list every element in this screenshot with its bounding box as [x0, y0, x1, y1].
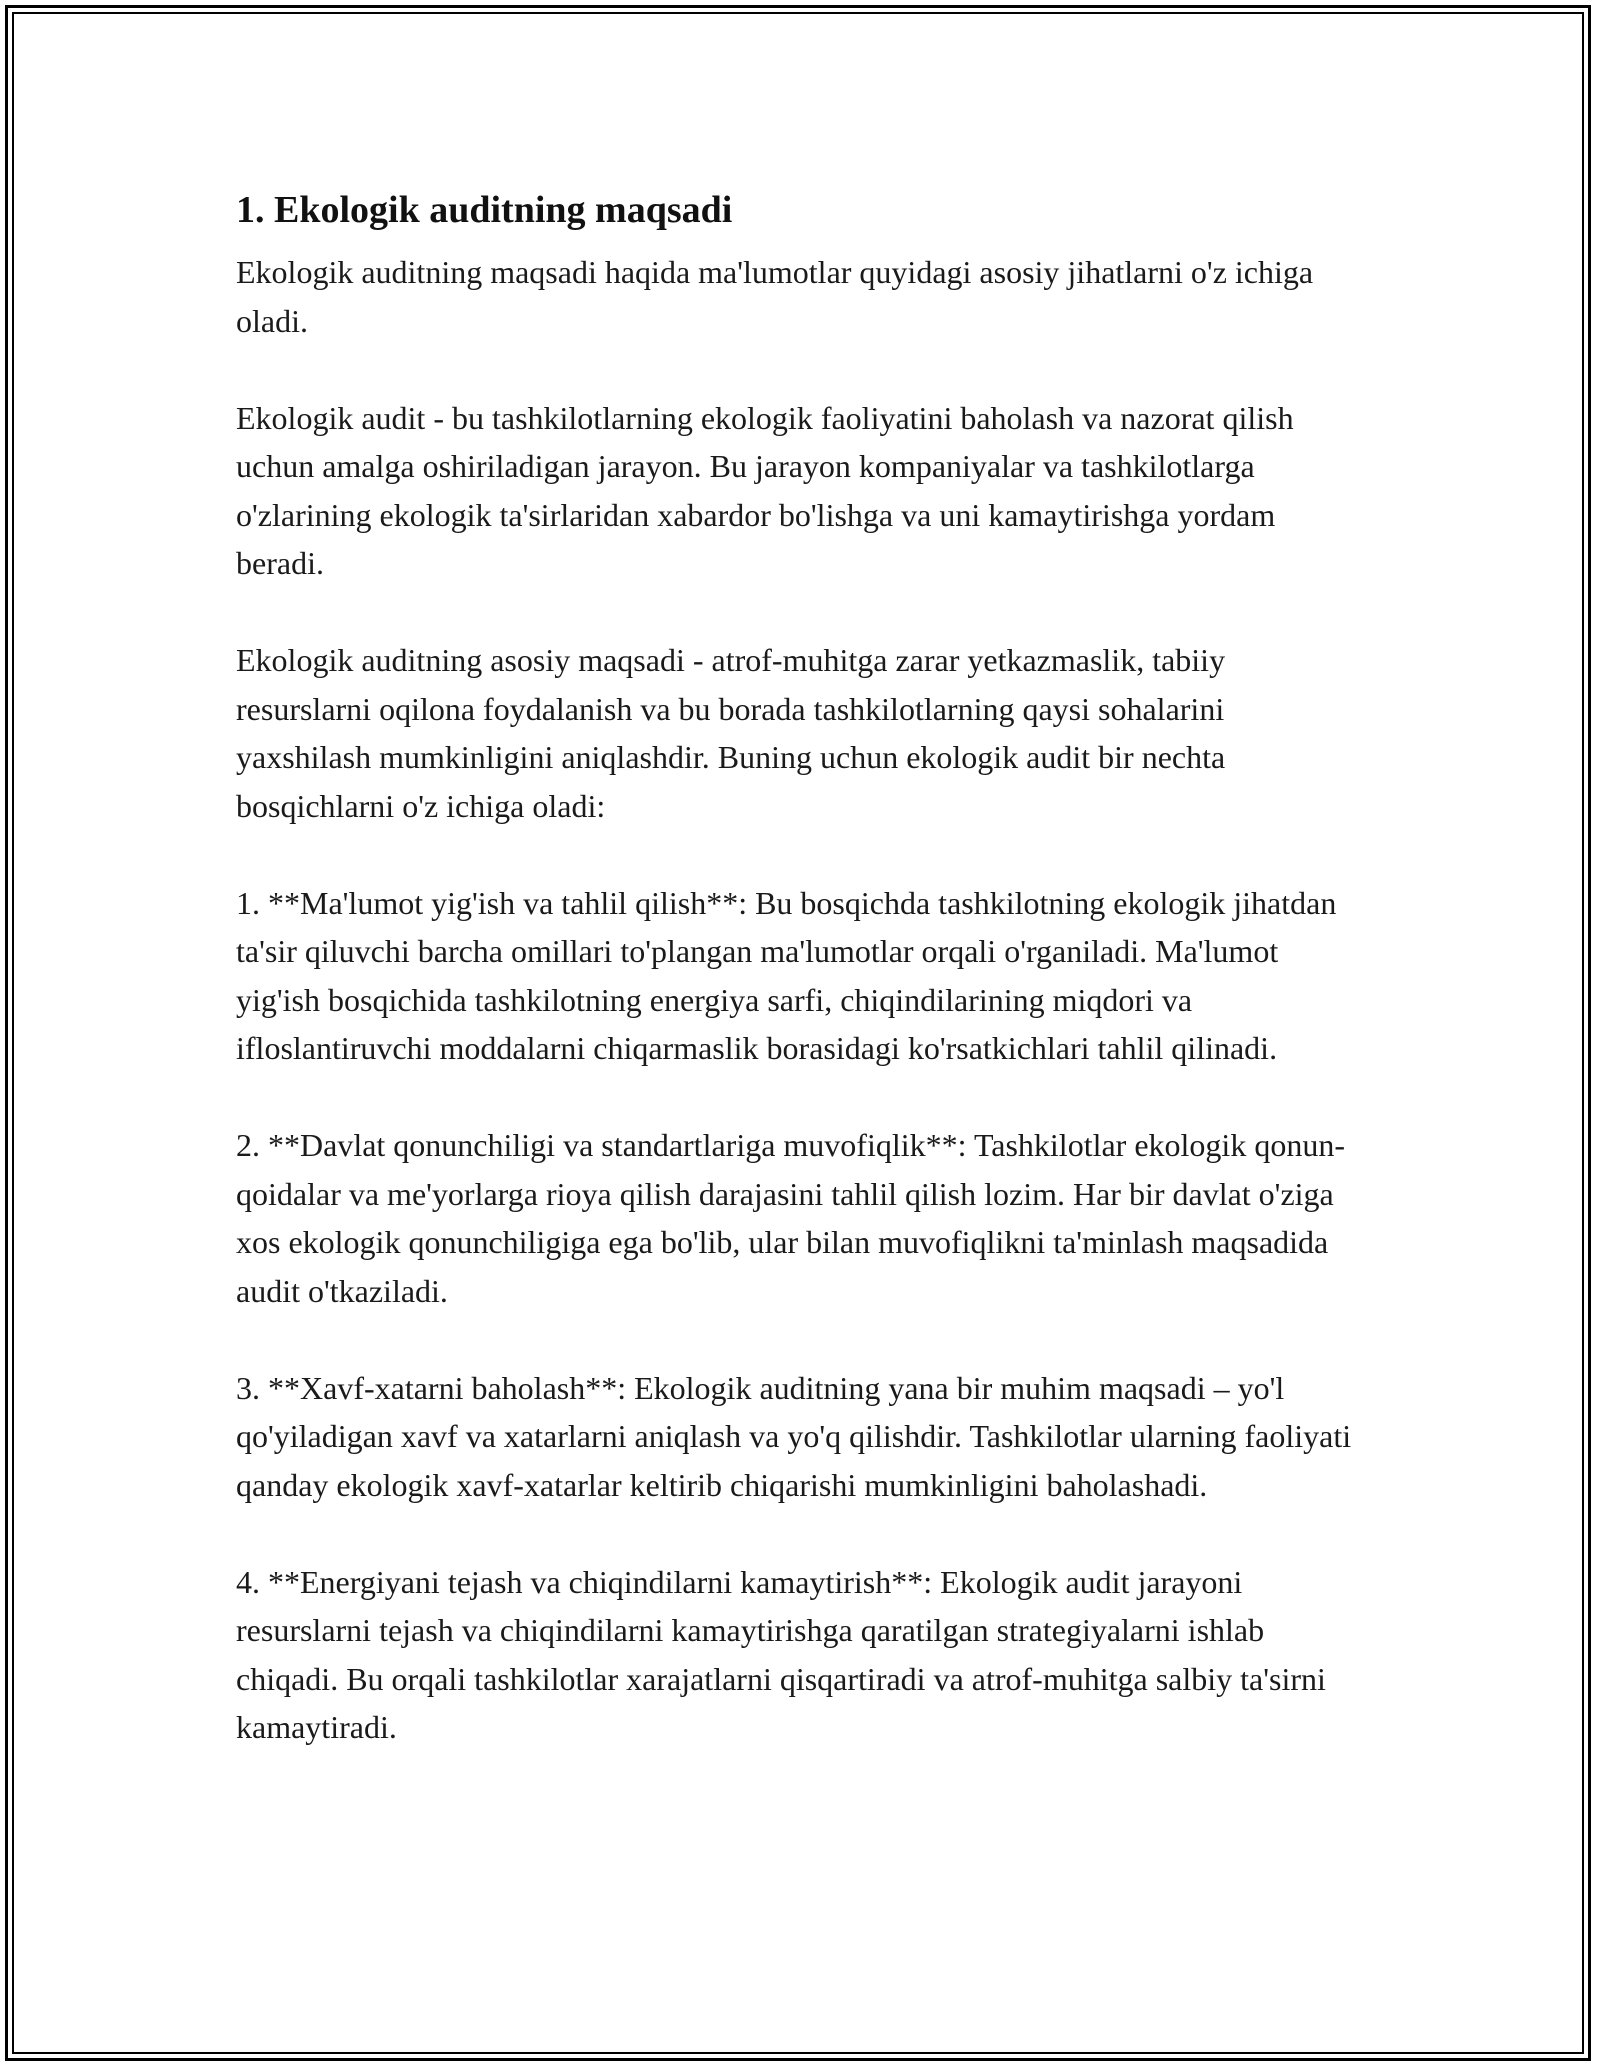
paragraph-step-2: 2. **Davlat qonunchiligi va standartlariga muvofiqlik**: Tashkilotlar ekologik qonun-qoidalar va me'yorlarga rioya qilish darajasini tahlil qilish lozim. Har bir davlat o'ziga xos ekologik qonunchiligiga ega bo'lib, ular bilan muvofiqlikni ta'minlash maqsadida audit o'tkaziladi.	[236, 1127, 1345, 1309]
paragraph-step-3: 3. **Xavf-xatarni baholash**: Ekologik auditning yana bir muhim maqsadi – yo'l qo'yiladigan xavf va xatarlarni aniqlash va yo'q qilishdir. Tashkilotlar ularning faoliyati qanday ekologik xavf-xatarlar keltirib chiqarishi mumkinligini baholashadi.	[236, 1369, 1352, 1503]
section-heading: 1. Ekologik auditning maqsadi	[236, 189, 733, 231]
paragraph-main-goal: Ekologik auditning asosiy maqsadi - atrof-muhitga zarar yetkazmaslik, tabiiy resurslarni oqilona foydalanish va bu borada tashkilotlarning qaysi sohalarini yaxshilash mumkinligini aniqlashdir. Buning uchun ekologik audit bir nechta bosqichlarni o'z ichiga oladi:	[236, 642, 1226, 824]
document-body	[236, 186, 1366, 1752]
paragraph-step-4: 4. **Energiyani tejash va chiqindilarni kamaytirish**: Ekologik audit jarayoni resurslarni tejash va chiqindilarni kamaytirishga qaratilgan strategiyalarni ishlab chiqadi. Bu orqali tashkilotlar xarajatlarni qisqartiradi va atrof-muhitga salbiy ta'sirni kamaytiradi.	[236, 1563, 1326, 1745]
paragraph-step-1: 1. **Ma'lumot yig'ish va tahlil qilish**: Bu bosqichda tashkilotning ekologik jihatdan ta'sir qiluvchi barcha omillari to'plangan ma'lumotlar orqali o'rganiladi. Ma'lumot yig'ish bosqichida tashkilotning energiya sarfi, chiqindilarining miqdori va ifloslantiruvchi moddalarni chiqarmaslik borasidagi ko'rsatkichlari tahlil qilinadi.	[236, 884, 1337, 1066]
paragraph-definition: Ekologik audit - bu tashkilotlarning ekologik faoliyatini baholash va nazorat qilish uchun amalga oshiriladigan jarayon. Bu jarayon kompaniyalar va tashkilotlarga o'zlarining ekologik ta'sirlaridan xabardor bo'lishga va uni kamaytirishga yordam beradi.	[236, 399, 1294, 581]
paragraph-intro: Ekologik auditning maqsadi haqida ma'lumotlar quyidagi asosiy jihatlarni o'z ichiga oladi.	[236, 254, 1314, 339]
